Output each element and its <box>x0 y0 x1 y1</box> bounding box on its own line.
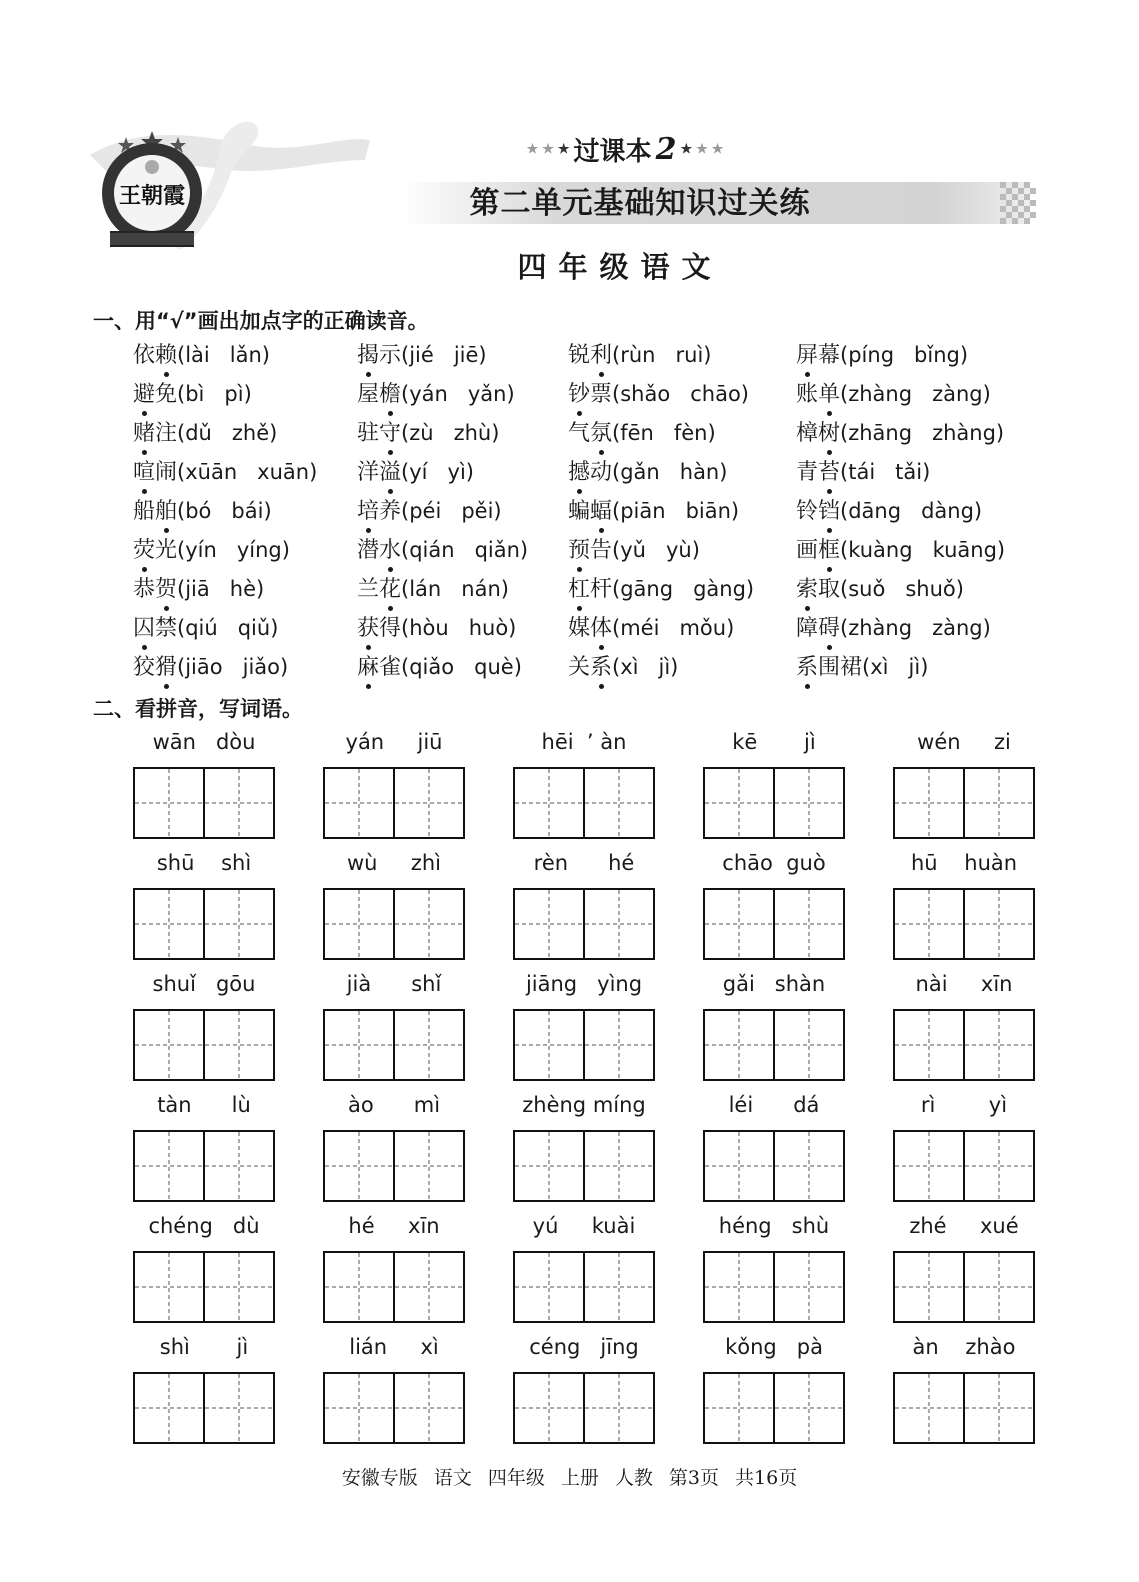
reading-item <box>568 418 716 449</box>
word-char: 蝠 <box>590 497 612 527</box>
answer-boxes[interactable] <box>513 1251 655 1323</box>
pinyin-options[interactable]: (jiāo jiǎo) <box>177 655 289 679</box>
word-char: 钞 <box>568 380 590 410</box>
reading-item <box>133 340 270 371</box>
pinyin-options[interactable]: (xì jì) <box>612 655 679 679</box>
pinyin-options[interactable]: (gāng gàng) <box>612 577 755 601</box>
answer-boxes[interactable] <box>323 1009 465 1081</box>
word-char: 青 <box>796 460 819 485</box>
reading-item <box>796 652 928 683</box>
word-char: 氛 <box>590 419 612 449</box>
pinyin-prompt: wān dòu <box>152 730 256 754</box>
word-char: 气 <box>568 421 591 446</box>
pinyin-options[interactable]: (dǔ zhě) <box>177 421 278 445</box>
star-icon: ★ <box>680 141 693 157</box>
word-char: 水 <box>379 536 401 566</box>
word-char: 得 <box>379 616 402 641</box>
pinyin-options[interactable]: (zù zhù) <box>401 421 500 445</box>
brand-logo <box>96 127 208 257</box>
answer-boxes[interactable] <box>133 1372 275 1444</box>
answer-boxes[interactable] <box>703 1130 845 1202</box>
pinyin-options[interactable]: (lài lǎn) <box>177 343 270 367</box>
pinyin-options[interactable]: (yín yíng) <box>177 538 290 562</box>
reading-item <box>133 457 317 488</box>
word-char: 框 <box>818 536 840 566</box>
pinyin-options[interactable]: (dāng dàng) <box>840 499 983 523</box>
reading-item <box>357 535 528 566</box>
reading-item <box>568 496 739 527</box>
pinyin-options[interactable]: (zhāng zhàng) <box>840 421 1005 445</box>
answer-boxes[interactable] <box>133 1251 275 1323</box>
word-char: 体 <box>590 614 612 644</box>
reading-item <box>133 379 252 410</box>
word-char: 撼 <box>568 458 590 488</box>
reading-item <box>133 652 288 683</box>
word-char: 关 <box>568 655 591 680</box>
pinyin-options[interactable]: (xūān xuān) <box>177 460 318 484</box>
pinyin-prompt: àn zhào <box>912 1335 1016 1359</box>
word-char: 养 <box>379 499 402 524</box>
reading-item <box>357 418 499 449</box>
answer-boxes[interactable] <box>323 767 465 839</box>
word-char: 票 <box>590 382 613 407</box>
word-char: 获 <box>357 614 379 644</box>
pinyin-options[interactable]: (qiǎo què) <box>401 655 522 679</box>
pinyin-prompt: wù zhì <box>346 851 442 875</box>
reading-item <box>796 340 968 371</box>
word-char: 潜 <box>357 538 380 563</box>
answer-boxes[interactable] <box>323 1372 465 1444</box>
word-char: 兰 <box>357 577 380 602</box>
answer-boxes[interactable] <box>513 888 655 960</box>
word-char: 示 <box>379 343 402 368</box>
pinyin-options[interactable]: (jié jiē) <box>401 343 487 367</box>
pinyin-options[interactable]: (suǒ shuǒ) <box>840 577 964 601</box>
answer-boxes[interactable] <box>893 1130 1035 1202</box>
word-char: 媒 <box>568 616 591 641</box>
answer-boxes[interactable] <box>323 1130 465 1202</box>
answer-boxes[interactable] <box>133 888 275 960</box>
star-icon: ★ <box>557 141 570 157</box>
pinyin-prompt: wén zi <box>917 730 1011 754</box>
pinyin-prompt: zhé xué <box>909 1214 1019 1238</box>
reading-item <box>568 574 754 605</box>
word-char: 赌 <box>133 419 155 449</box>
word-char: 檐 <box>379 380 401 410</box>
word-char: 雀 <box>379 655 402 680</box>
reading-item <box>133 535 290 566</box>
pinyin-prompt: gǎi shàn <box>722 972 826 996</box>
pinyin-prompt: nài xīn <box>915 972 1013 996</box>
pinyin-prompt: shì jì <box>159 1335 249 1359</box>
word-char: 系 <box>590 653 612 683</box>
series-number: 2 <box>655 131 677 167</box>
word-char: 恭 <box>133 577 156 602</box>
reading-item <box>568 613 734 644</box>
word-char: 溢 <box>379 458 401 488</box>
word-char: 账 <box>796 382 819 407</box>
word-char: 樟 <box>796 421 819 446</box>
pinyin-options[interactable]: (kuàng kuāng) <box>840 538 1006 562</box>
reading-item <box>357 379 515 410</box>
answer-boxes[interactable] <box>323 888 465 960</box>
pinyin-prompt: hū huàn <box>910 851 1018 875</box>
reading-item <box>568 340 711 371</box>
reading-item <box>133 613 278 644</box>
pinyin-prompt: céng jīng <box>529 1335 639 1359</box>
answer-boxes[interactable] <box>133 1009 275 1081</box>
reading-item <box>796 496 982 527</box>
word-char: 花 <box>379 575 401 605</box>
pinyin-options[interactable]: (shǎo chāo) <box>612 382 749 406</box>
answer-boxes[interactable] <box>513 1372 655 1444</box>
pinyin-options[interactable]: (gǎn hàn) <box>612 460 728 484</box>
word-char: 系 <box>796 653 818 683</box>
brand-logo-text: 王朝霞 <box>118 183 186 209</box>
pinyin-options[interactable]: (zhàng zàng) <box>840 382 991 406</box>
pinyin-prompt: tàn lù <box>157 1093 251 1117</box>
answer-boxes[interactable] <box>513 767 655 839</box>
word-char: 幕 <box>818 343 841 368</box>
answer-boxes[interactable] <box>893 1009 1035 1081</box>
word-char: 屏 <box>796 341 818 371</box>
reading-item <box>796 535 1005 566</box>
word-char: 杆 <box>590 577 613 602</box>
word-char: 屋 <box>357 382 380 407</box>
series-label <box>505 132 745 166</box>
pinyin-options[interactable]: (lán nán) <box>401 577 509 601</box>
pinyin-options[interactable]: (bì pì) <box>177 382 252 406</box>
pinyin-prompt: yú kuài <box>532 1214 636 1238</box>
reading-item <box>796 418 1004 449</box>
reading-item <box>796 379 991 410</box>
pinyin-prompt: héng shù <box>718 1214 830 1238</box>
pinyin-prompt: yán jiū <box>345 730 443 754</box>
answer-boxes[interactable] <box>893 767 1035 839</box>
answer-boxes[interactable] <box>133 1130 275 1202</box>
pinyin-prompt: jiāng yìng <box>525 972 643 996</box>
reading-item <box>357 652 522 683</box>
reading-item <box>568 535 700 566</box>
word-char: 避 <box>133 380 155 410</box>
answer-boxes[interactable] <box>513 1009 655 1081</box>
pinyin-prompt: rì yì <box>920 1093 1008 1117</box>
reading-item <box>133 418 277 449</box>
series-name: 过课本 <box>573 136 652 167</box>
star-icon: ★ <box>542 141 554 157</box>
word-char: 赖 <box>155 341 177 371</box>
word-char: 洋 <box>357 460 380 485</box>
word-char: 光 <box>155 538 178 563</box>
word-char: 注 <box>155 421 178 446</box>
answer-boxes[interactable] <box>703 1251 845 1323</box>
pinyin-options[interactable]: (qián qiǎn) <box>401 538 529 562</box>
pinyin-prompt: chéng dù <box>148 1214 260 1238</box>
word-char: 障 <box>796 616 819 641</box>
reading-item <box>796 457 930 488</box>
pinyin-options[interactable]: (rùn ruì) <box>612 343 712 367</box>
pinyin-options[interactable]: (méi mǒu) <box>612 616 735 640</box>
word-char: 喧 <box>133 458 155 488</box>
word-char: 单 <box>818 380 840 410</box>
reading-item <box>357 574 509 605</box>
word-char: 画 <box>796 538 819 563</box>
word-char: 麻 <box>357 653 379 683</box>
answer-boxes[interactable] <box>703 888 845 960</box>
pinyin-prompt: léi dá <box>728 1093 820 1117</box>
pinyin-prompt: hēi ’ àn <box>541 730 627 754</box>
pinyin-options[interactable]: (zhàng zàng) <box>840 616 991 640</box>
reading-item <box>357 496 502 527</box>
pinyin-options[interactable]: (bó bái) <box>177 499 272 523</box>
word-char: 狡 <box>133 655 156 680</box>
reading-item <box>357 613 516 644</box>
word-char: 告 <box>590 538 613 563</box>
answer-boxes[interactable] <box>513 1130 655 1202</box>
word-char: 索 <box>796 575 818 605</box>
reading-item <box>568 379 749 410</box>
star-icon: ★ <box>696 141 708 157</box>
word-char: 舶 <box>155 497 177 527</box>
section-one-heading: 一、用“√”画出加点字的正确读音。 <box>93 309 429 333</box>
pinyin-prompt: ào mì <box>347 1093 441 1117</box>
word-char: 囚 <box>133 614 155 644</box>
pinyin-options[interactable]: (yǔ yù) <box>612 538 700 562</box>
word-char: 荧 <box>133 536 155 566</box>
word-char: 碍 <box>818 614 840 644</box>
word-char: 铛 <box>818 497 840 527</box>
pinyin-options[interactable]: (qiú qiǔ) <box>177 616 279 640</box>
reading-item <box>357 457 474 488</box>
word-char: 苔 <box>818 458 840 488</box>
word-char: 利 <box>590 341 612 371</box>
grade-title: 四年级语文 <box>517 250 723 284</box>
checker-decoration <box>1000 182 1038 224</box>
pinyin-options[interactable]: (jiā hè) <box>177 577 265 601</box>
answer-boxes[interactable] <box>703 767 845 839</box>
answer-boxes[interactable] <box>893 1372 1035 1444</box>
word-char: 培 <box>357 497 379 527</box>
answer-boxes[interactable] <box>893 1251 1035 1323</box>
reading-item <box>133 496 272 527</box>
pinyin-options[interactable]: (tái tǎi) <box>840 460 931 484</box>
word-char: 猾 <box>155 653 177 683</box>
pinyin-prompt: lián xì <box>349 1335 439 1359</box>
word-char: 树 <box>818 419 840 449</box>
word-char: 裙 <box>840 655 863 680</box>
pinyin-options[interactable]: (xì jì) <box>862 655 929 679</box>
word-char: 杠 <box>568 575 590 605</box>
word-char: 围 <box>818 655 841 680</box>
word-char: 蝙 <box>568 499 591 524</box>
word-char: 免 <box>155 382 178 407</box>
pinyin-prompt: shuǐ gōu <box>152 972 256 996</box>
pinyin-options[interactable]: (yán yǎn) <box>401 382 515 406</box>
pinyin-options[interactable]: (píng bǐng) <box>840 343 969 367</box>
star-icon: ★ <box>526 141 539 157</box>
reading-item <box>568 652 678 683</box>
word-char: 取 <box>818 577 841 602</box>
pinyin-options[interactable]: (fēn fèn) <box>612 421 716 445</box>
answer-boxes[interactable] <box>703 1372 845 1444</box>
answer-boxes[interactable] <box>893 888 1035 960</box>
pinyin-prompt: kē jì <box>732 730 816 754</box>
word-char: 闹 <box>155 460 178 485</box>
pinyin-prompt: zhèng míng <box>522 1093 646 1117</box>
word-char: 守 <box>379 419 401 449</box>
reading-item <box>796 613 991 644</box>
answer-boxes[interactable] <box>703 1009 845 1081</box>
reading-item <box>568 457 727 488</box>
page-footer: 安徽专版 语文 四年级 上册 人教 第3页 共16页 <box>341 1467 798 1489</box>
reading-item <box>796 574 964 605</box>
unit-title: 第二单元基础知识过关练 <box>469 186 811 221</box>
pinyin-prompt: hé xīn <box>348 1214 440 1238</box>
pinyin-prompt: chāo guò <box>722 851 826 875</box>
word-char: 揭 <box>357 341 379 371</box>
word-char: 船 <box>133 499 156 524</box>
reading-item <box>133 574 264 605</box>
word-char: 铃 <box>796 499 819 524</box>
pinyin-prompt: rèn hé <box>533 851 635 875</box>
section-two-heading: 二、看拼音，写词语。 <box>93 697 303 721</box>
word-char: 驻 <box>357 421 380 446</box>
pinyin-prompt: shū shì <box>156 851 252 875</box>
pinyin-options[interactable]: (yí yì) <box>401 460 474 484</box>
word-char: 预 <box>568 536 590 566</box>
word-char: 动 <box>590 460 613 485</box>
reading-item <box>357 340 487 371</box>
word-char: 锐 <box>568 343 591 368</box>
star-icon: ★ <box>711 141 724 157</box>
pinyin-prompt: jià shǐ <box>346 972 442 996</box>
answer-boxes[interactable] <box>323 1251 465 1323</box>
pinyin-options[interactable]: (piān biān) <box>612 499 740 523</box>
pinyin-options[interactable]: (péi pěi) <box>401 499 502 523</box>
answer-boxes[interactable] <box>133 767 275 839</box>
word-char: 贺 <box>155 575 177 605</box>
pinyin-prompt: kǒng pà <box>725 1335 823 1359</box>
word-char: 禁 <box>155 616 178 641</box>
word-char: 依 <box>133 343 156 368</box>
pinyin-options[interactable]: (hòu huò) <box>401 616 517 640</box>
